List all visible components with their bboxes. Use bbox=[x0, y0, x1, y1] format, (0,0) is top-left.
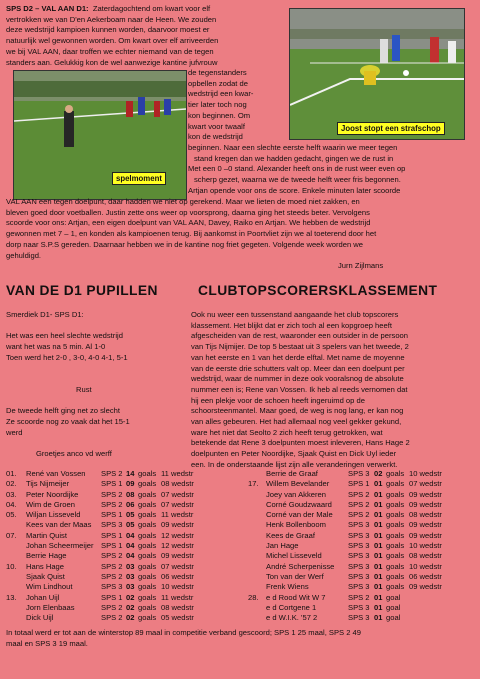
team-cell: SPS 2 bbox=[348, 499, 370, 509]
goals-count: 03 bbox=[126, 582, 135, 592]
caption-penalty-save: Joost stopt een strafschop bbox=[337, 122, 445, 135]
team-cell: SPS 1 bbox=[101, 510, 123, 520]
team-cell: SPS 1 bbox=[101, 541, 123, 551]
player-name: Joey van Akkeren bbox=[266, 489, 326, 499]
goals-count: 09 bbox=[126, 479, 135, 489]
standings-row bbox=[248, 510, 476, 520]
rank-cell: 04. bbox=[6, 499, 17, 509]
goals-label: goals bbox=[138, 520, 157, 530]
player-name: Berrie Hage bbox=[26, 551, 67, 561]
caption-match-moment: spelmoment bbox=[112, 172, 166, 185]
team-cell: SPS 3 bbox=[101, 582, 123, 592]
standings-row bbox=[248, 541, 476, 551]
standings-row bbox=[6, 489, 194, 500]
match-report-middle: de tegenstanders opbellen zodat de wedstrijd een kwar- tier later toch nog kon beginnen. Om kwart voor twaalf kon de wedstrijd bbox=[188, 68, 254, 142]
team-cell: SPS 2 bbox=[101, 613, 123, 623]
standings-row bbox=[248, 582, 476, 592]
player-name: Berrie de Graaf bbox=[266, 469, 318, 478]
goals-label: goal bbox=[386, 613, 401, 623]
player-name: Johan Scheermeijer bbox=[26, 541, 94, 551]
matches-cell: 11 wedstr bbox=[161, 469, 194, 478]
matches-cell: 11 wedstr bbox=[161, 510, 194, 520]
rank-cell: 01. bbox=[6, 469, 17, 478]
rank-cell: 17. bbox=[248, 479, 259, 489]
player-name: René van Vossen bbox=[26, 469, 86, 478]
standings-row bbox=[6, 479, 194, 489]
goals-count: 01 bbox=[374, 479, 383, 489]
standings-row bbox=[6, 541, 194, 551]
team-cell: SPS 3 bbox=[348, 520, 370, 530]
goals-count: 01 bbox=[374, 551, 383, 561]
player-name: André Scherpenisse bbox=[266, 561, 335, 571]
match-report-continued: beginnen. Naar een slechte eerste helft waarin we meer tegen stand kregen dan we hadden gedacht, gingen we de rust in Met een 0 –0 stand. Alexander heeft ons in de rust weer even op scherp gezet, waarna we de tweede helft weer fris begonnen. Artjan opende voor ons de score. Enkele minuten later scoorde bbox=[188, 143, 406, 195]
matches-cell: 07 wedstr bbox=[161, 561, 194, 571]
matches-cell: 12 wedstr bbox=[161, 530, 194, 540]
d1-heading: VAN DE D1 PUPILLEN bbox=[6, 283, 158, 298]
team-cell: SPS 2 bbox=[101, 571, 123, 581]
team-cell: SPS 1 bbox=[101, 479, 123, 489]
player-name: Johan Uijl bbox=[26, 592, 60, 602]
rank-cell: 03. bbox=[6, 489, 17, 499]
matches-cell: 09 wedstr bbox=[409, 582, 442, 592]
matches-cell: 12 wedstr bbox=[161, 541, 194, 551]
player-name: e d Cortgene 1 bbox=[266, 602, 317, 612]
player-name: Wim de Groen bbox=[26, 499, 75, 509]
standings-left bbox=[6, 469, 194, 623]
team-cell: SPS 3 bbox=[348, 571, 370, 581]
goals-label: goals bbox=[138, 499, 157, 509]
standings-row bbox=[248, 531, 476, 541]
player-name: Kees de Graaf bbox=[266, 530, 315, 540]
goals-label: goal bbox=[386, 602, 401, 612]
standings-row bbox=[248, 603, 476, 613]
matches-cell: 09 wedstr bbox=[161, 520, 194, 530]
rank-cell: 07. bbox=[6, 530, 17, 540]
team-cell: SPS 2 bbox=[101, 602, 123, 612]
goals-label: goals bbox=[138, 551, 157, 561]
goals-count: 02 bbox=[126, 613, 135, 623]
goals-label: goals bbox=[138, 469, 157, 478]
goals-label: goals bbox=[386, 530, 405, 540]
team-cell: SPS 1 bbox=[348, 479, 370, 489]
standings-row bbox=[248, 613, 476, 623]
player-name: Dick Uijl bbox=[26, 613, 54, 623]
goals-count: 01 bbox=[374, 499, 383, 509]
goals-count: 04 bbox=[126, 541, 135, 551]
goals-count: 01 bbox=[374, 571, 383, 581]
goals-label: goals bbox=[386, 499, 405, 509]
standings-row bbox=[248, 551, 476, 561]
standings-row bbox=[6, 551, 194, 561]
goals-count: 01 bbox=[374, 602, 383, 612]
matches-cell: 09 wedstr bbox=[161, 551, 194, 561]
standings-row bbox=[248, 490, 476, 500]
goals-count: 02 bbox=[126, 602, 135, 612]
team-cell: SPS 3 bbox=[348, 551, 370, 561]
standings-row bbox=[6, 582, 194, 592]
standings-row bbox=[6, 510, 194, 520]
player-name: Peter Noordijke bbox=[26, 489, 79, 499]
team-cell: SPS 2 bbox=[101, 561, 123, 571]
goals-label: goals bbox=[138, 582, 157, 592]
player-name: Wim Lindhout bbox=[26, 582, 73, 592]
matches-cell: 09 wedstr bbox=[409, 499, 442, 509]
matches-cell: 11 wedstr bbox=[161, 592, 194, 602]
standings-row bbox=[248, 520, 476, 530]
player-name: Martin Quist bbox=[26, 530, 67, 540]
player-name: Sjaak Quist bbox=[26, 571, 65, 581]
goals-count: 02 bbox=[126, 592, 135, 602]
player-name: Michel Lisseveld bbox=[266, 551, 322, 561]
player-name: Tijs Nijmeijer bbox=[26, 479, 70, 489]
goals-count: 14 bbox=[126, 469, 135, 478]
matches-cell: 08 wedstr bbox=[161, 602, 194, 612]
goals-label: goals bbox=[386, 541, 405, 551]
goals-count: 05 bbox=[126, 520, 135, 530]
goals-count: 01 bbox=[374, 582, 383, 592]
goals-label: goals bbox=[386, 551, 405, 561]
goals-count: 05 bbox=[126, 510, 135, 520]
matches-cell: 07 wedstr bbox=[161, 499, 194, 509]
rank-cell: 28. bbox=[248, 592, 259, 602]
player-name: Corné Goudzwaard bbox=[266, 499, 332, 509]
standings-row bbox=[248, 562, 476, 572]
team-cell: SPS 3 bbox=[348, 541, 370, 551]
rank-cell: 05. bbox=[6, 510, 17, 520]
standings-row bbox=[248, 593, 476, 603]
matches-cell: 08 wedstr bbox=[161, 479, 194, 489]
goals-count: 01 bbox=[374, 541, 383, 551]
team-cell: SPS 1 bbox=[101, 592, 123, 602]
goals-count: 01 bbox=[374, 489, 383, 499]
matches-cell: 10 wedstr bbox=[409, 469, 442, 478]
goals-label: goals bbox=[386, 520, 405, 530]
player-name: Wiljan Lisseveld bbox=[26, 510, 81, 520]
matches-cell: 08 wedstr bbox=[409, 551, 442, 561]
clubtop-heading: CLUBTOPSCORERSKLASSEMENT bbox=[198, 283, 438, 298]
goals-count: 01 bbox=[374, 592, 383, 602]
goals-count: 06 bbox=[126, 499, 135, 509]
goals-label: goals bbox=[138, 530, 157, 540]
team-cell: SPS 3 bbox=[348, 582, 370, 592]
goals-count: 01 bbox=[374, 613, 383, 623]
goals-count: 08 bbox=[126, 489, 135, 499]
goals-count: 04 bbox=[126, 530, 135, 540]
standings-row bbox=[6, 499, 194, 510]
player-name: Hans Hage bbox=[26, 561, 64, 571]
player-name: Jorn Elenbaas bbox=[26, 602, 75, 612]
team-cell: SPS 3 bbox=[348, 530, 370, 540]
goals-label: goals bbox=[138, 541, 157, 551]
goals-label: goal bbox=[386, 592, 401, 602]
matches-cell: 10 wedstr bbox=[409, 561, 442, 571]
team-cell: SPS 3 bbox=[348, 613, 370, 623]
report-title: SPS D2 – VAL AAN D1: bbox=[6, 4, 89, 13]
matches-cell: 09 wedstr bbox=[409, 530, 442, 540]
matches-cell: 10 wedstr bbox=[409, 541, 442, 551]
goals-count: 02 bbox=[374, 469, 383, 478]
matches-cell: 07 wedstr bbox=[409, 479, 442, 489]
goals-label: goals bbox=[138, 571, 157, 581]
standings-row bbox=[6, 592, 194, 603]
goals-count: 04 bbox=[126, 551, 135, 561]
team-cell: SPS 2 bbox=[348, 489, 370, 499]
matches-cell: 10 wedstr bbox=[161, 582, 194, 592]
team-cell: SPS 2 bbox=[348, 510, 370, 520]
matches-cell: 06 wedstr bbox=[161, 571, 194, 581]
goals-label: goals bbox=[386, 510, 405, 520]
standings-row bbox=[6, 613, 194, 623]
goals-label: goals bbox=[138, 592, 157, 602]
goals-count: 01 bbox=[374, 520, 383, 530]
goals-count: 01 bbox=[374, 510, 383, 520]
standings-row bbox=[6, 571, 194, 582]
team-cell: SPS 2 bbox=[348, 592, 370, 602]
team-cell: SPS 3 bbox=[348, 469, 370, 478]
penalty-save-image bbox=[290, 9, 464, 139]
player-name: e d W.I.K. '57 2 bbox=[266, 613, 318, 623]
player-name: Corné van der Male bbox=[266, 510, 333, 520]
standings-row bbox=[248, 500, 476, 510]
photo-penalty-save bbox=[289, 8, 465, 140]
goals-count: 01 bbox=[374, 561, 383, 571]
matches-cell: 06 wedstr bbox=[409, 571, 442, 581]
goals-count: 01 bbox=[374, 530, 383, 540]
team-cell: SPS 2 bbox=[101, 499, 123, 509]
matches-cell: 09 wedstr bbox=[409, 520, 442, 530]
standings-row bbox=[6, 469, 194, 479]
goals-label: goals bbox=[386, 489, 405, 499]
standings-row bbox=[6, 520, 194, 530]
rank-cell: 10. bbox=[6, 561, 17, 571]
player-name: Ton van der Werf bbox=[266, 571, 324, 581]
rank-cell: 02. bbox=[6, 479, 17, 489]
matches-cell: 08 wedstr bbox=[409, 510, 442, 520]
goals-label: goals bbox=[386, 561, 405, 571]
standings-row bbox=[248, 572, 476, 582]
player-name: Henk Bollenboom bbox=[266, 520, 326, 530]
team-cell: SPS 3 bbox=[348, 561, 370, 571]
match-report-intro: SPS D2 – VAL AAN D1: Zaterdagochtend om kwart voor elf vertrokken we van D'en Aekerboam naar de Heen. We zouden deze wedstrijd kampioen kunnen worden, daarvoor moest er natuurlijk wel gewonnen worden. Om kwart over elf arriveerden we bij VAL AAN, daar troffen we echter niemand van de tegen standers aan. Gelukkig kon de wel aanwezige kantine jufvrouw bbox=[6, 4, 219, 67]
team-cell: SPS 3 bbox=[101, 520, 123, 530]
goals-label: goals bbox=[138, 489, 157, 499]
player-name: e d Rood Wit W 7 bbox=[266, 592, 326, 602]
standings-row bbox=[6, 561, 194, 572]
goals-label: goals bbox=[386, 479, 405, 489]
team-cell: SPS 2 bbox=[101, 469, 123, 478]
goals-label: goals bbox=[138, 613, 157, 623]
standings-row bbox=[248, 479, 476, 489]
report-author: Jurn Zijlmans bbox=[338, 261, 384, 270]
clubtop-text: Ook nu weer een tussenstand aangaande het club topscorers klassement. Het blijkt dat er zich toch al een kopgroep heeft afgescheiden van de rest, waaronder een outsider in de persoon van Tijs Nijmijer. De top 5 bestaat uit 3 spelers van het tweede, 2 van het eerste en 1 van het derde elftal. Met name de moyenne van de eerste drie schutters valt op. Meer dan een doelpunt per wedstrijd, waar de nummer in deze ook vooralsnog de absolute nummer een is; Rene van Vossen. Ik heb al reeds vernomen dat hij een plekje voor de schoen heeft ingeruimd op de schoorsteenmantel. Maar goed, de weg is nog lang, er kan nog van alles gebeuren. Het had allemaal nog veel gekker gekund, ware het niet dat Seolto 2 zich heeft terug getrokken, wat betekende dat Rene 3 doelpunten moest inleveren, Hans Hage 2 doelpunten en Peter Noordijke, Sjaak Quist en Dick Uyl ieder een. In de onderstaande lijst zijn alle veranderingen verwerkt. bbox=[191, 310, 410, 469]
d1-report: Smerdiek D1- SPS D1: Het was een heel slechte wedstrijd want het was na 5 min. Al 1-0 Toen werd het 2-0 , 3-0, 4-0 4-1, 5-1 Rust De tweede helft ging net zo slecht Ze scoorde nog zo vaak dat het 15-1 werd Groetjes anco vd werff bbox=[6, 310, 130, 459]
goals-label: goals bbox=[138, 510, 157, 520]
player-name: Kees van der Maas bbox=[26, 520, 92, 530]
match-report-full: VAL AAN een tegen doelpunt, daar hadden we niet op gerekend. Maar we lieten de moed niet zakken, en bleven goed door voetballen. Justin zette ons weer op voorsprong, daarna ging het steeds beter. Vervolgens scoorde voor ons: Artjan, een eigen doelpunt van VAL AAN, Davey, Raiko en Artjan. We hebben de wedstrijd gewonnen met 7 – 1, en konden als kampioenen terug. Bij aankomst in Poortvliet zijn we al toeterend door het dorp naar S.P.S gereden. Daarnaar hebben we in de kantine nog friet gegeten. Volgende week worden we gehuldigd. bbox=[6, 197, 377, 260]
matches-cell: 05 wedstr bbox=[161, 613, 194, 623]
player-name: Jan Hage bbox=[266, 541, 299, 551]
goals-count: 03 bbox=[126, 561, 135, 571]
goals-label: goals bbox=[386, 582, 405, 592]
matches-cell: 09 wedstr bbox=[409, 489, 442, 499]
matches-cell: 07 wedstr bbox=[161, 489, 194, 499]
standings-row bbox=[6, 602, 194, 613]
rank-cell: 13. bbox=[6, 592, 17, 602]
team-cell: SPS 2 bbox=[101, 489, 123, 499]
team-cell: SPS 3 bbox=[348, 602, 370, 612]
standings-row bbox=[6, 530, 194, 541]
team-cell: SPS 1 bbox=[101, 530, 123, 540]
goals-label: goals bbox=[386, 571, 405, 581]
footer-summary: In totaal werd er tot aan de winterstop 89 maal in competitie verband gescoord; SPS 1 25 maal, SPS 2 49 maal en SPS 3 19 maal. bbox=[6, 628, 362, 648]
goals-label: goals bbox=[386, 469, 405, 478]
goals-count: 03 bbox=[126, 571, 135, 581]
player-name: Frenk Wiens bbox=[266, 582, 309, 592]
standings-row bbox=[248, 469, 476, 479]
standings-right bbox=[248, 469, 476, 623]
goals-label: goals bbox=[138, 561, 157, 571]
player-name: Willem Bevelander bbox=[266, 479, 330, 489]
goals-label: goals bbox=[138, 479, 157, 489]
team-cell: SPS 2 bbox=[101, 551, 123, 561]
goals-label: goals bbox=[138, 602, 157, 612]
